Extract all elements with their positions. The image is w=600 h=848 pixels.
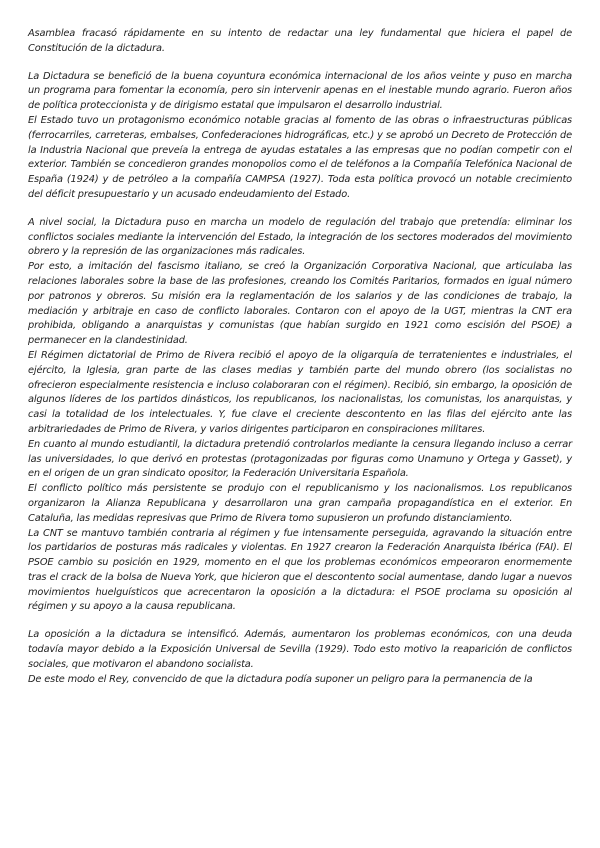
paragraph-state-role: El Estado tuvo un protagonismo económico notable gracias al fomento de las obras o infraestructuras públicas (ferrocarriles, carreteras, embalses, Confederaciones hidrográficas, etc.) y se aprobó un Decreto de Protección de la Industria Nacional que preveía la entrega de ayudas estatales a las empresas que no podían competir con el exterior. También se concedieron grandes monopolios como el de teléfonos a la Compañía Telefónica Nacional de España (1924) y de petróleo a la compañía CAMPSA (1927). Toda esta política provocó un notable crecimiento del déficit presupuestario y un acusado endeudamiento del Estado. [28,114,572,200]
paragraph-social-model: A nivel social, la Dictadura puso en marcha un modelo de regulación del trabajo que pretendía: eliminar los conflictos sociales mediante la intervención del Estado, la integración de los sectores moderados del movimiento obrero y la represión de las organizaciones más radicales. [28,216,572,258]
paragraph-constitution: Asamblea fracasó rápidamente en su intento de redactar una ley fundamental que hiciera el papel de Constitución de la dictadura. [28,28,572,54]
paragraph-corporative-organization: Por esto, a imitación del fascismo italiano, se creó la Organización Corporativa Nacional, que articulaba las relaciones laborales sobre la base de las profesiones, creando los Comités Paritarios, formados en igual número por patronos y obreros. Su misión era la reglamentación de los salarios y de las condiciones de trabajo, la mediación y arbitraje en caso de conflicto laborales. Contaron con el apoyo de la UGT, mientras la CNT era prohibida, obligando a anarquistas y comunistas (que habían surgido en 1921 como escisión del PSOE) a permanecer en la clandestinidad. [28,261,572,347]
paragraph-political-conflict: El conflicto político más persistente se produjo con el republicanismo y los nacionalismos. Los republicanos organizaron la Alianza Republicana y desarrollaron una gran campaña propagandística en el exterior. En Cataluña, las medidas represivas que Primo de Rivera tomo supusieron un profundo distanciamiento. [28,483,572,524]
paragraph-king: De este modo el Rey, convencido de que la dictadura podía suponer un peligro para la permanencia de la [28,673,533,685]
paragraph-students: En cuanto al mundo estudiantil, la dictadura pretendió controlarlos mediante la censura llegando incluso a cerrar las universidades, lo que derivó en protestas (protagonizadas por figuras como Unamuno y Ortega y Gasset), y en el origen de un gran sindicato opositor, la Federación Universitaria Española. [28,438,572,480]
paragraph-economy: La Dictadura se benefició de la buena coyuntura económica internacional de los años veinte y puso en marcha un programa para fomentar la economía, pero sin intervenir apenas en el inestable mundo agrario. Fueron años de política proteccionista y de dirigismo estatal que impulsaron el desarrollo industrial. [28,70,572,112]
paragraph-opposition: La oposición a la dictadura se intensificó. Además, aumentaron los problemas económicos, con una deuda todavía mayor debido a la Exposición Universal de Sevilla (1929). Todo esto motivo la reaparición de conflictos sociales, que motivaron el abandono socialista. [28,629,572,670]
paragraph-regime-support: El Régimen dictatorial de Primo de Rivera recibió el apoyo de la oligarquía de terratenientes e industriales, el ejército, la Iglesia, gran parte de las clases medias y también parte del mundo obrero (los socialistas no ofrecieron especialmente resistencia e incluso colaboraran con el régimen). Recibió, sin embargo, la oposición de algunos líderes de los partidos dinásticos, los republicanos, los nacionalistas, los comunistas, los anarquistas, y casi la totalidad de los intelectuales. Y, fue clave el creciente descontento en las filas del ejército ante las arbitrariedades de Primo de Rivera, y varios dirigentes participaron en conspiraciones militares. [28,349,572,435]
paragraph-cnt-psoe: La CNT se mantuvo también contraria al régimen y fue intensamente perseguida, agravando la situación entre los partidarios de posturas más radicales y violentas. En 1927 crearon la Federación Anarquista Ibérica (FAI). El PSOE cambio su posición en 1929, momento en el que los problemas económicos empeoraron enormemente tras el crack de la bolsa de Nueva York, que hicieron que el descontento social aumentase, dando lugar a nuevos movimientos huelguísticos que acrecentaron la oposición a la dictadura: el PSOE proclama su oposición al régimen y su apoyo a la causa republicana. [28,527,572,613]
